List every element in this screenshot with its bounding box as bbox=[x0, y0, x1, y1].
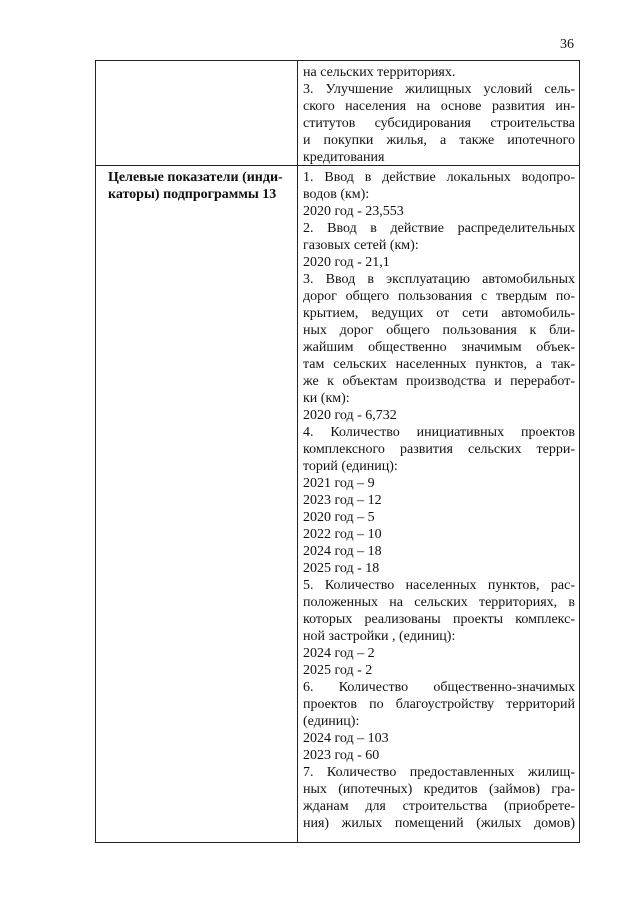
text-line: 3. Улучшение жилищных условий сель- bbox=[303, 82, 575, 97]
text-line: 2025 год - 18 bbox=[303, 561, 380, 576]
text-line: 2020 год – 5 bbox=[303, 510, 375, 525]
text-line: комплексного развития сельских терри- bbox=[303, 442, 575, 457]
text-line: 2. Ввод в действие распределительных bbox=[303, 221, 575, 236]
text-line: 2022 год – 10 bbox=[303, 527, 382, 542]
text-line: ститутов субсидирования строительства bbox=[303, 116, 575, 131]
text-line: 2024 год – 103 bbox=[303, 731, 389, 746]
text-line: 2025 год - 2 bbox=[303, 663, 373, 678]
text-line: на сельских территориях. bbox=[303, 65, 456, 80]
text-line: дорог общего пользования с твердым по- bbox=[303, 289, 575, 304]
text-line: положенных на сельских территориях, в bbox=[303, 595, 575, 610]
text-line: 2023 год – 12 bbox=[303, 493, 382, 508]
text-line: 6. Количество общественно-значимых bbox=[303, 680, 575, 695]
text-line: и покупки жилья, а также ипотечного bbox=[303, 133, 575, 148]
page-number: 36 bbox=[560, 37, 574, 52]
text-line: 2021 год – 9 bbox=[303, 476, 375, 491]
text-line: 2024 год – 18 bbox=[303, 544, 382, 559]
text-line: 2020 год - 21,1 bbox=[303, 255, 390, 270]
program-table bbox=[95, 60, 580, 843]
text-line: 3. Ввод в эксплуатацию автомобильных bbox=[303, 272, 575, 287]
text-line: 2020 год - 23,553 bbox=[303, 204, 404, 219]
text-line: водов (км): bbox=[303, 187, 370, 202]
text-line: жайшим общественно значимым объек- bbox=[303, 340, 575, 355]
text-line: ной застройки , (единиц): bbox=[303, 629, 456, 644]
label-line: каторы) подпрограммы 13 bbox=[108, 187, 277, 202]
text-line: ных (ипотечных) кредитов (займов) гра- bbox=[303, 782, 575, 797]
text-line: же к объектам производства и переработ- bbox=[303, 374, 575, 389]
text-line: ки (км): bbox=[303, 391, 350, 406]
text-line: кредитования bbox=[303, 150, 385, 165]
objectives-cell bbox=[303, 64, 575, 166]
text-line: ского населения на основе развития ин- bbox=[303, 99, 575, 114]
indicators-label bbox=[108, 169, 294, 203]
text-line: ных дорог общего пользования к бли- bbox=[303, 323, 575, 338]
text-line: 2020 год - 6,732 bbox=[303, 408, 397, 423]
text-line: газовых сетей (км): bbox=[303, 238, 419, 253]
text-line: торий (единиц): bbox=[303, 459, 398, 474]
text-line: 2024 год – 2 bbox=[303, 646, 375, 661]
label-line: Целевые показатели (инди- bbox=[108, 170, 283, 185]
indicators-cell bbox=[303, 169, 575, 832]
text-line: 4. Количество инициативных проектов bbox=[303, 425, 575, 440]
text-line: 5. Количество населенных пунктов, рас- bbox=[303, 578, 575, 593]
text-line: ния) жилых помещений (жилых домов) bbox=[303, 816, 575, 831]
text-line: жданам для строительства (приобрете- bbox=[303, 799, 575, 814]
text-line: там сельских населенных пунктов, а так- bbox=[303, 357, 575, 372]
column-divider bbox=[297, 61, 298, 842]
text-line: проектов по благоустройству территорий bbox=[303, 697, 575, 712]
text-line: крытием, ведущих от сети автомобиль- bbox=[303, 306, 575, 321]
text-line: 7. Количество предоставленных жилищ- bbox=[303, 765, 575, 780]
text-line: (единиц): bbox=[303, 714, 360, 729]
text-line: 1. Ввод в действие локальных водопро- bbox=[303, 170, 575, 185]
text-line: 2023 год - 60 bbox=[303, 748, 380, 763]
text-line: которых реализованы проекты комплекс- bbox=[303, 612, 575, 627]
